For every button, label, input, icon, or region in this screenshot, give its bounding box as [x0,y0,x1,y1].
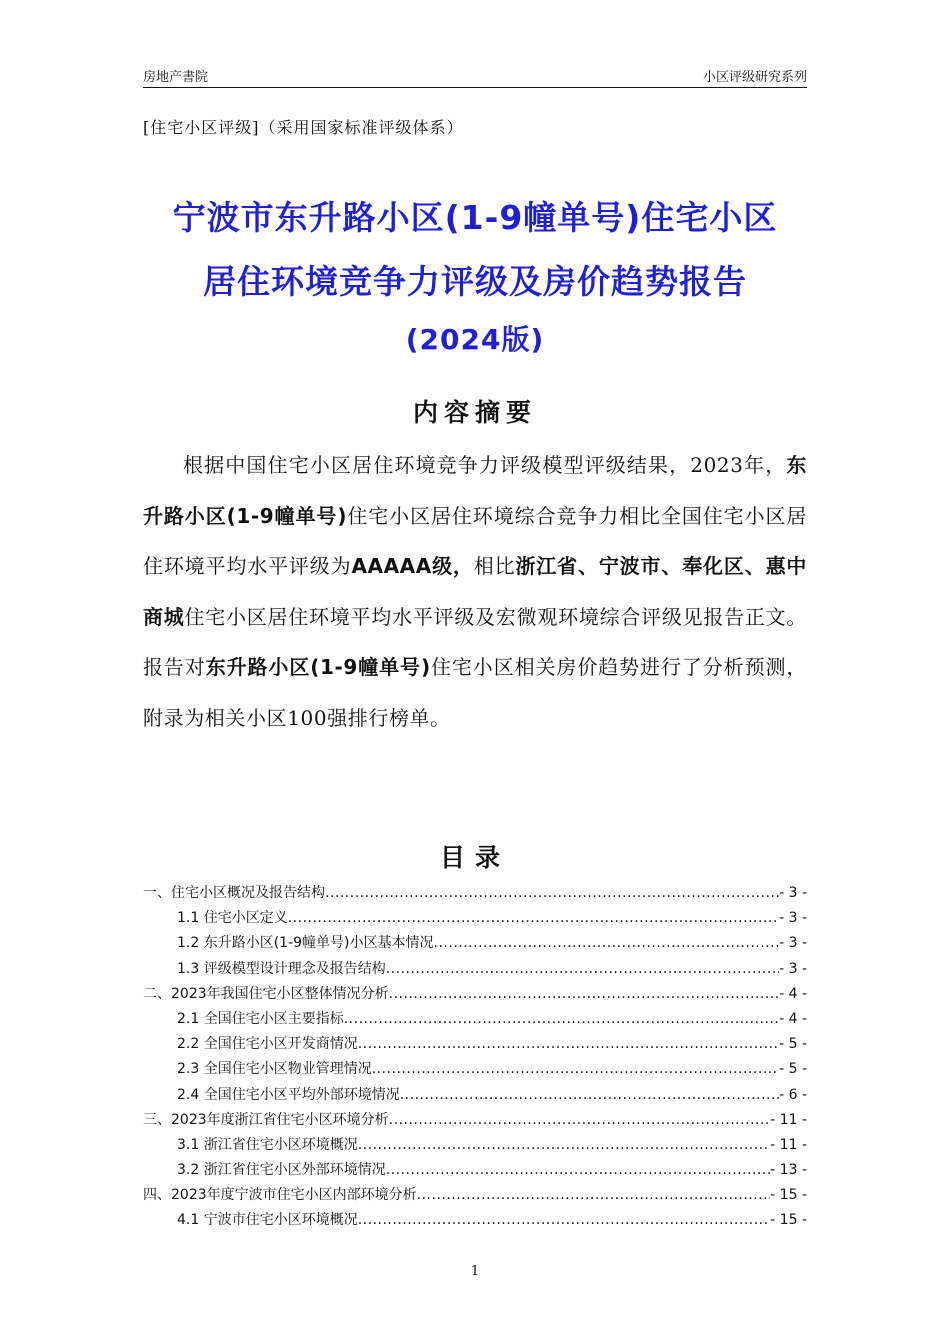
toc-leader-dots [417,1183,771,1208]
toc-entry[interactable] [143,1057,807,1082]
toc-entry-page: - 11 - [770,1136,807,1153]
report-title-line-1: 宁波市东升路小区(1-9幢单号)住宅小区 [172,198,778,237]
report-category-tag: [住宅小区评级]（采用国家标准评级体系） [143,118,464,137]
toc-leader-dots [400,1083,779,1108]
toc-leader-dots [358,1208,770,1233]
toc-entry-page: - 3 - [779,935,807,952]
abstract-text: 根据中国住宅小区居住环境竞争力评级模型评级结果， [183,453,691,477]
toc-entry-label: 2.1 全国住宅小区主要指标 [177,1010,344,1027]
toc-leader-dots [386,957,779,982]
abstract-heading: 内容摘要 [412,398,537,427]
toc-entry-label: 1.3 评级模型设计理念及报告结构 [177,960,386,977]
toc-entry-label: 2.4 全国住宅小区平均外部环境情况 [177,1086,400,1103]
toc-entry-page: - 11 - [770,1111,807,1128]
toc-entry-label: 3.1 浙江省住宅小区环境概况 [177,1136,358,1153]
toc-entry-page: - 5 - [779,1061,807,1078]
toc-leader-dots [386,1158,770,1183]
abstract-emphasis: 东升路小区(1-9幢单号) [143,453,807,528]
toc-entry[interactable] [143,1007,807,1032]
report-title-line-2: 居住环境竞争力评级及房价趋势报告 [203,262,747,301]
toc-entry-label: 2.2 全国住宅小区开发商情况 [177,1036,358,1053]
toc-leader-dots [372,1057,779,1082]
abstract-paragraph [143,440,807,743]
toc-entry[interactable] [143,1083,807,1108]
toc-entry-label: 1.1 住宅小区定义 [177,910,288,927]
toc-entry-page: - 3 - [779,960,807,977]
toc-entry-label: 1.2 东升路小区(1-9幢单号)小区基本情况 [177,935,434,952]
report-edition: (2024版) [405,323,545,356]
abstract-emphasis: 浙江省、宁波市、奉化区、惠中商城 [143,554,808,629]
toc-leader-dots [358,1133,770,1158]
header-divider [143,87,807,88]
abstract-rating: AAAAA级， [351,554,474,578]
toc-leader-dots [344,1007,779,1032]
toc-entry-page: - 5 - [779,1036,807,1053]
toc-entry-label: 二、2023年我国住宅小区整体情况分析 [143,985,389,1002]
abstract-text: 相比 [473,554,516,578]
abstract-body [143,440,807,743]
page-number: 1 [470,1264,480,1279]
abstract-text: 住宅小区相关房价趋势进行了分析预测，附录为相关小区100强排行榜单。 [143,655,807,730]
toc-entry-label: 4.1 宁波市住宅小区环境概况 [177,1212,358,1229]
table-of-contents [143,881,807,1234]
toc-entry-label: 2.3 全国住宅小区物业管理情况 [177,1061,372,1078]
toc-entry[interactable] [143,1133,807,1158]
toc-entry-page: - 15 - [770,1187,807,1204]
toc-entry[interactable] [143,881,807,906]
toc-entry-label: 三、2023年度浙江省住宅小区环境分析 [143,1111,389,1128]
toc-leader-dots [288,906,779,931]
toc-entry[interactable] [143,957,807,982]
abstract-emphasis: 东升路小区(1-9幢单号) [205,655,431,679]
toc-entry-page: - 13 - [770,1162,807,1179]
abstract-text: 住宅小区居住环境综合竞争力相比全国住宅小区居住环境平均水平评级为 [143,503,807,578]
toc-leader-dots [389,982,779,1007]
running-header-right: 小区评级研究系列 [702,70,807,85]
running-header-left: 房地产書院 [143,70,209,85]
toc-entry-page: - 3 - [779,910,807,927]
abstract-text: 2023年， [690,453,787,477]
toc-entry[interactable] [143,1158,807,1183]
toc-entry-page: - 4 - [779,985,807,1002]
toc-entry[interactable] [143,982,807,1007]
toc-entry-label: 四、2023年度宁波市住宅小区内部环境分析 [143,1187,417,1204]
toc-entry-page: - 3 - [779,885,807,901]
toc-entry[interactable] [143,1183,807,1208]
toc-entry-page: - 6 - [779,1086,807,1103]
toc-heading: 目录 [439,843,510,872]
toc-leader-dots [325,881,779,906]
toc-entry[interactable] [143,1208,807,1233]
toc-entry-page: - 15 - [770,1212,807,1229]
toc-entry-label: 一、住宅小区概况及报告结构 [143,885,325,901]
toc-entry-label: 3.2 浙江省住宅小区外部环境情况 [177,1162,386,1179]
toc-entry[interactable] [143,1032,807,1057]
toc-entry-page: - 4 - [779,1010,807,1027]
toc-entry[interactable] [143,906,807,931]
toc-leader-dots [358,1032,779,1057]
toc-entry[interactable] [143,931,807,956]
toc-entry[interactable] [143,1108,807,1133]
toc-leader-dots [434,931,780,956]
toc-leader-dots [389,1108,771,1133]
abstract-text: 住宅小区居住环境平均水平评级及宏微观环境综合评级见报告正文。报告对 [143,604,808,679]
